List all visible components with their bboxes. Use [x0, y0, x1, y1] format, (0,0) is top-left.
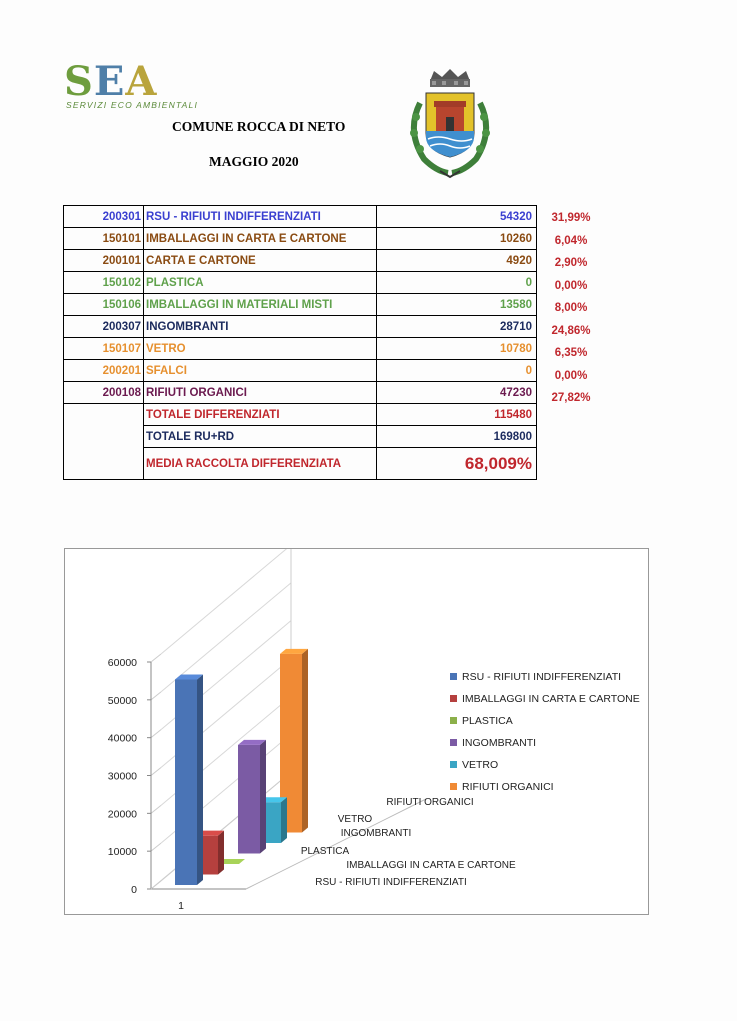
waste-quantity: 0 [377, 272, 537, 294]
waste-quantity: 10780 [377, 338, 537, 360]
table-row [64, 228, 537, 250]
y-tick-label: 20000 [107, 808, 137, 821]
legend-item [450, 776, 640, 798]
percentage-value: 6,04% [554, 234, 588, 247]
waste-quantity: 0 [377, 360, 537, 382]
media-label: MEDIA RACCOLTA DIFFERENZIATA [144, 448, 377, 480]
depth-axis-label: VETRO [337, 814, 373, 825]
legend-item [450, 710, 640, 732]
month-title: MAGGIO 2020 [209, 154, 299, 169]
totale-ru-rd-label: TOTALE RU+RD [144, 426, 377, 448]
media-row [64, 448, 537, 480]
gridline [151, 768, 161, 776]
percentage-value: 2,90% [554, 257, 588, 269]
sea-logo-subtitle: SERVIZI ECO AMBIENTALI [66, 100, 199, 110]
legend-item [450, 688, 640, 710]
waste-table [63, 205, 537, 480]
table-row [64, 250, 537, 272]
depth-axis-label: IMBALLAGGI IN CARTA E CARTONE [346, 860, 516, 871]
depth-axis-label: INGOMBRANTI [340, 828, 412, 839]
gridline [151, 843, 161, 851]
y-tick-label: 60000 [107, 657, 137, 669]
percentage-value: 0,00% [554, 369, 588, 382]
sea-logo-letters: SEA [64, 58, 158, 105]
chart-bar-side [218, 831, 224, 875]
chart-bar-side [260, 740, 266, 854]
sea-logo [64, 60, 224, 114]
legend-swatch [450, 783, 457, 790]
x-tick-label: 1 [178, 900, 184, 912]
waste-description: RIFIUTI ORGANICI [144, 382, 377, 404]
gridline [151, 730, 161, 738]
table-row [64, 294, 537, 316]
table-row [64, 316, 537, 338]
table-row [64, 338, 537, 360]
waste-description: IMBALLAGGI IN MATERIALI MISTI [144, 294, 377, 316]
percentage-value: 6,35% [554, 347, 588, 359]
media-value: 68,009% [377, 448, 537, 480]
cer-code: 150106 [64, 294, 144, 316]
waste-quantity: 4920 [377, 250, 537, 272]
legend-swatch [450, 673, 457, 680]
chart-bar [175, 679, 197, 885]
table-row [64, 382, 537, 404]
gridline [151, 805, 161, 813]
percentage-value: 24,86% [551, 324, 591, 337]
legend-item [450, 754, 640, 776]
waste-quantity: 47230 [377, 382, 537, 404]
depth-axis-label: RSU - RIFIUTI INDIFFERENZIATI [315, 877, 467, 888]
gridline [151, 654, 161, 662]
percentage-value: 8,00% [554, 302, 588, 314]
gridline [161, 549, 291, 654]
totale-differenziati-value: 115480 [377, 404, 537, 426]
y-tick-label: 50000 [107, 694, 137, 707]
legend-item [450, 732, 640, 754]
cer-code: 150102 [64, 272, 144, 294]
y-tick-label: 30000 [107, 770, 137, 783]
legend-label: RIFIUTI ORGANICI [462, 781, 554, 793]
legend-label: INGOMBRANTI [462, 737, 537, 749]
chart-bar-side [302, 649, 308, 833]
totale-ru-rd-row [64, 426, 537, 448]
legend-swatch [450, 695, 457, 702]
percentage-value: 31,99% [551, 212, 591, 224]
depth-axis-label: RIFIUTI ORGANICI [386, 797, 474, 808]
cer-code: 200301 [64, 206, 144, 228]
waste-quantity: 54320 [377, 206, 537, 228]
legend-label: PLASTICA [462, 715, 513, 727]
legend-swatch [450, 761, 457, 768]
chart-bar-side [281, 797, 287, 843]
legend-label: RSU - RIFIUTI INDIFFERENZIATI [462, 671, 622, 683]
waste-description: INGOMBRANTI [144, 316, 377, 338]
y-tick-label: 40000 [107, 732, 137, 745]
waste-description: SFALCI [144, 360, 377, 382]
waste-quantity: 13580 [377, 294, 537, 316]
table-row [64, 272, 537, 294]
waste-description: VETRO [144, 338, 377, 360]
waste-description: IMBALLAGGI IN CARTA E CARTONE [144, 228, 377, 250]
percentages-column [540, 207, 602, 410]
cer-code: 200201 [64, 360, 144, 382]
table-row [64, 206, 537, 228]
comune-title: COMUNE ROCCA DI NETO [172, 119, 346, 134]
cer-code: 200101 [64, 250, 144, 272]
percentage-value: 27,82% [551, 392, 591, 404]
chart-bar-side [197, 674, 203, 885]
totale-ru-rd-value: 169800 [377, 426, 537, 448]
cer-code: 200307 [64, 316, 144, 338]
waste-description: PLASTICA [144, 272, 377, 294]
legend-item [450, 666, 640, 688]
chart-bar [238, 745, 260, 854]
totale-differenziati-label: TOTALE DIFFERENZIATI [144, 404, 377, 426]
y-tick-label: 10000 [107, 846, 137, 859]
coat-of-arms-icon [402, 67, 498, 182]
legend-swatch [450, 739, 457, 746]
bar-chart [64, 548, 649, 915]
table-row [64, 360, 537, 382]
legend-label: IMBALLAGGI IN CARTA E CARTONE [462, 693, 640, 705]
gridline [151, 692, 161, 700]
chart-legend [450, 666, 640, 798]
totale-differenziati-row [64, 404, 537, 426]
cer-code: 200108 [64, 382, 144, 404]
depth-axis-label: PLASTICA [300, 846, 350, 857]
legend-swatch [450, 717, 457, 724]
cer-code: 150101 [64, 228, 144, 250]
legend-label: VETRO [462, 759, 499, 771]
waste-description: RSU - RIFIUTI INDIFFERENZIATI [144, 206, 377, 228]
waste-quantity: 28710 [377, 316, 537, 338]
percentage-value: 0,00% [554, 279, 588, 292]
y-tick-label: 0 [131, 884, 137, 896]
cer-code: 150107 [64, 338, 144, 360]
waste-description: CARTA E CARTONE [144, 250, 377, 272]
waste-quantity: 10260 [377, 228, 537, 250]
